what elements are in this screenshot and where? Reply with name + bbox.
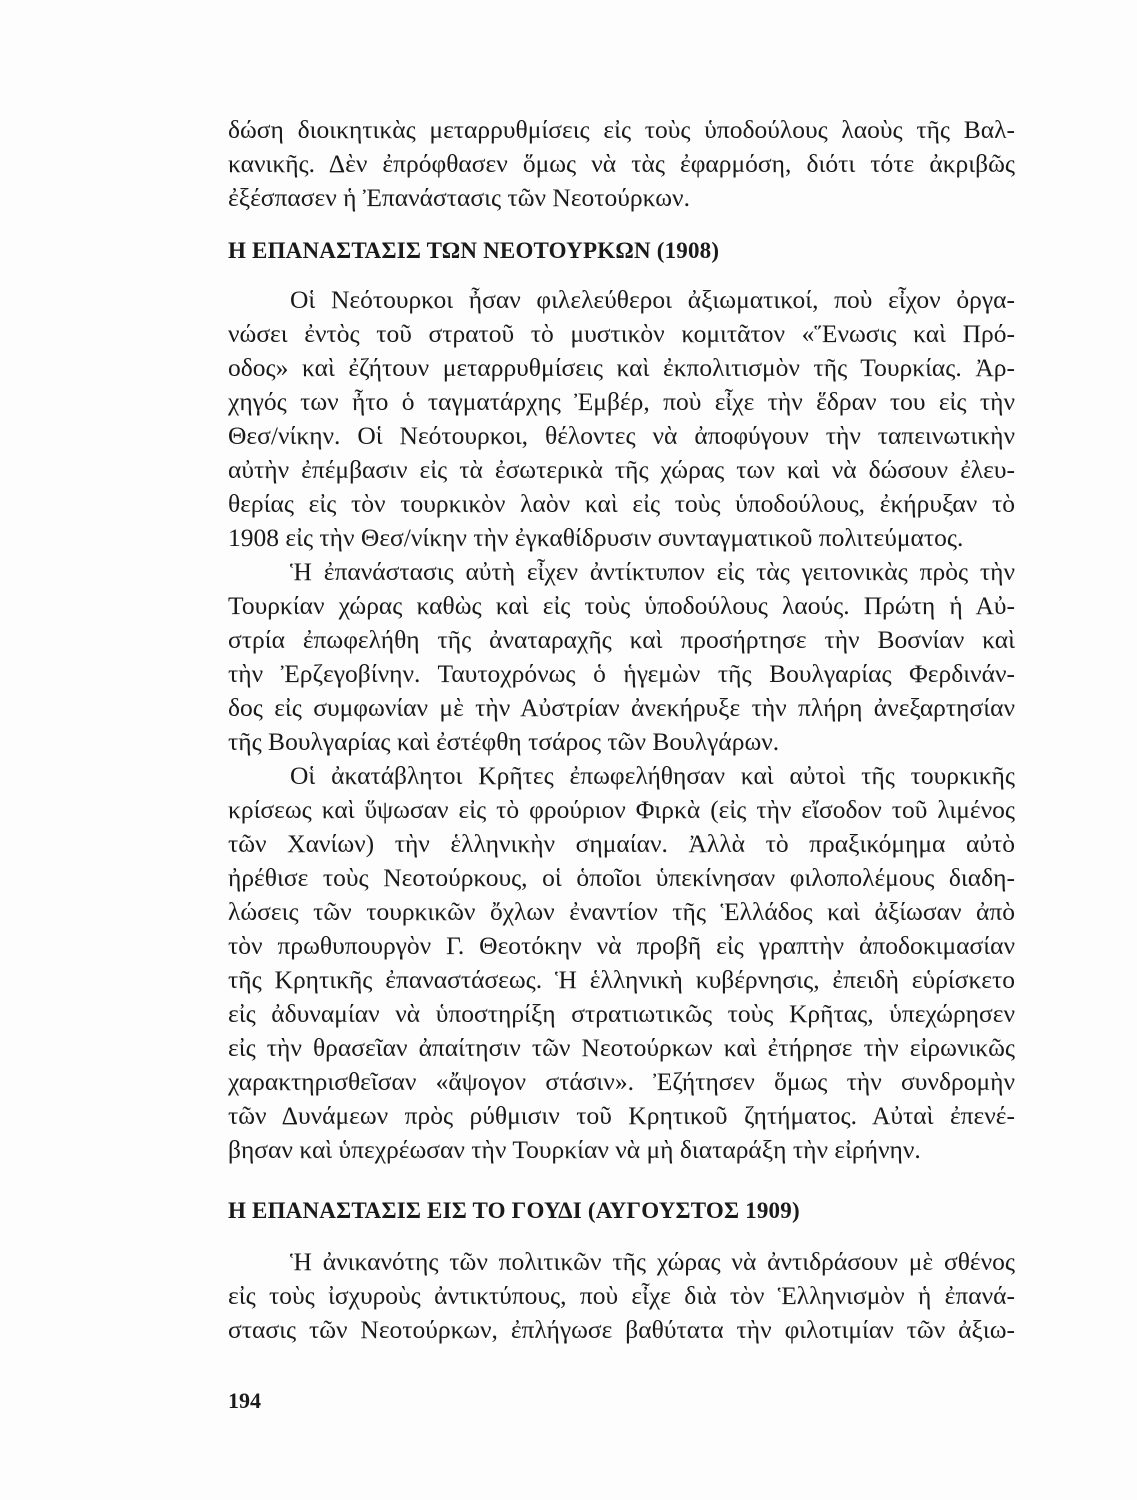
text-line: Θεσ/νίκην. Οἱ Νεότουρκοι, θέλοντες νὰ ἀποφύγουν τὴν ταπεινωτικὴν	[228, 421, 1015, 450]
text-line: Ἡ ἀνικανότης τῶν πολιτικῶν τῆς χώρας νὰ ἀντιδράσουν μὲ σθένος	[290, 1247, 1015, 1276]
text-line: βησαν καὶ ὑπεχρέωσαν τὴν Τουρκίαν νὰ μὴ διαταράξη τὴν εἰρήνην.	[228, 1135, 921, 1164]
text-line: 1908 εἰς τὴν Θεσ/νίκην τὴν ἐγκαθίδρυσιν συνταγματικοῦ πολιτεύματος.	[228, 523, 964, 552]
page-number: 194	[228, 1388, 261, 1413]
text-line: ἐξέσπασεν ἡ Ἐπανάστασις τῶν Νεοτούρκων.	[228, 183, 690, 212]
text-line: τὸν πρωθυπουργὸν Γ. Θεοτόκην νὰ προβῆ εἰς γραπτὴν ἀποδοκιμασίαν	[228, 931, 1015, 960]
text-line: ἠρέθισε τοὺς Νεοτούρκους, οἱ ὁποῖοι ὑπεκίνησαν φιλοπολέμους διαδη-	[228, 863, 1015, 892]
text-line: Οἱ ἀκατάβλητοι Κρῆτες ἐπωφελήθησαν καὶ αὐτοὶ τῆς τουρκικῆς	[290, 761, 1015, 790]
text-line: χαρακτηρισθεῖσαν «ἄψογον στάσιν». Ἐζήτησεν ὅμως τὴν συνδρομὴν	[228, 1067, 1015, 1096]
text-line: Ἡ ἐπανάστασις αὐτὴ εἶχεν ἀντίκτυπον εἰς τὰς γειτονικὰς πρὸς τὴν	[290, 557, 1015, 586]
text-line: στρία ἐπωφελήθη τῆς ἀναταραχῆς καὶ προσήρτησε τὴν Βοσνίαν καὶ	[228, 625, 1015, 654]
text-line: στασις τῶν Νεοτούρκων, ἐπλήγωσε βαθύτατα τὴν φιλοτιμίαν τῶν ἀξιω-	[228, 1315, 1015, 1344]
text-line: θερίας εἰς τὸν τουρκικὸν λαὸν καὶ εἰς τοὺς ὑποδούλους, ἐκήρυξαν τὸ	[228, 489, 1015, 518]
text-line: λώσεις τῶν τουρκικῶν ὄχλων ἐναντίον τῆς Ἑλλάδος καὶ ἀξίωσαν ἀπὸ	[228, 897, 1015, 926]
text-line: τῶν Δυνάμεων πρὸς ρύθμισιν τοῦ Κρητικοῦ ζητήματος. Αὐταὶ ἐπενέ-	[228, 1101, 1015, 1130]
text-line: κανικῆς. Δὲν ἐπρόφθασεν ὅμως νὰ τὰς ἐφαρμόση, διότι τότε ἀκριβῶς	[228, 149, 1015, 178]
text-line: κρίσεως καὶ ὕψωσαν εἰς τὸ φρούριον Φιρκὰ (εἰς τὴν εἴσοδον τοῦ λιμένος	[228, 795, 1015, 824]
text-line: τῶν Χανίων) τὴν ἑλληνικὴν σημαίαν. Ἀλλὰ τὸ πραξικόμημα αὐτὸ	[228, 829, 1015, 858]
text-line: δώση διοικητικὰς μεταρρυθμίσεις εἰς τοὺς ὑποδούλους λαοὺς τῆς Βαλ-	[228, 115, 1015, 144]
text-line: αὐτὴν ἐπέμβασιν εἰς τὰ ἐσωτερικὰ τῆς χώρας των καὶ νὰ δώσουν ἐλευ-	[228, 455, 1015, 484]
text-line: τῆς Κρητικῆς ἐπαναστάσεως. Ἡ ἑλληνικὴ κυβέρνησις, ἐπειδὴ εὑρίσκετο	[228, 965, 1015, 994]
section-heading-neoturks: Η ΕΠΑΝΑΣΤΑΣΙΣ ΤΩΝ ΝΕΟΤΟΥΡΚΩΝ (1908)	[228, 238, 720, 263]
text-line: νώσει ἐντὸς τοῦ στρατοῦ τὸ μυστικὸν κομιτᾶτον «Ἕνωσις καὶ Πρό-	[228, 319, 1015, 348]
text-line: δος εἰς συμφωνίαν μὲ τὴν Αὐστρίαν ἀνεκήρυξε τὴν πλήρη ἀνεξαρτησίαν	[228, 693, 1015, 722]
text-line: χηγός των ἦτο ὁ ταγματάρχης Ἐμβέρ, ποὺ εἶχε τὴν ἕδραν του εἰς τὴν	[228, 387, 1015, 416]
section-heading-goudi: Η ΕΠΑΝΑΣΤΑΣΙΣ ΕΙΣ ΤΟ ΓΟΥΔΙ (ΑΥΓΟΥΣΤΟΣ 1909)	[228, 1198, 800, 1223]
text-line: εἰς ἀδυναμίαν νὰ ὑποστηρίξη στρατιωτικῶς τοὺς Κρῆτας, ὑπεχώρησεν	[228, 999, 1015, 1028]
text-line: εἰς τὴν θρασεῖαν ἀπαίτησιν τῶν Νεοτούρκων καὶ ἐτήρησε τὴν εἰρωνικῶς	[228, 1033, 1015, 1062]
text-line: Τουρκίαν χώρας καθὼς καὶ εἰς τοὺς ὑποδούλους λαούς. Πρώτη ἡ Αὐ-	[228, 591, 1015, 620]
text-line: εἰς τοὺς ἰσχυροὺς ἀντικτύπους, ποὺ εἶχε διὰ τὸν Ἑλληνισμὸν ἡ ἐπανά-	[228, 1281, 1015, 1310]
text-line: Οἱ Νεότουρκοι ἦσαν φιλελεύθεροι ἀξιωματικοί, ποὺ εἶχον ὀργα-	[290, 285, 1015, 314]
text-line: τῆς Βουλγαρίας καὶ ἐστέφθη τσάρος τῶν Βουλγάρων.	[228, 727, 780, 756]
text-line: οδος» καὶ ἐζήτουν μεταρρυθμίσεις καὶ ἐκπολιτισμὸν τῆς Τουρκίας. Ἀρ-	[228, 353, 1015, 382]
text-line: τὴν Ἐρζεγοβίνην. Ταυτοχρόνως ὁ ἡγεμὼν τῆς Βουλγαρίας Φερδινάν-	[228, 659, 1015, 688]
